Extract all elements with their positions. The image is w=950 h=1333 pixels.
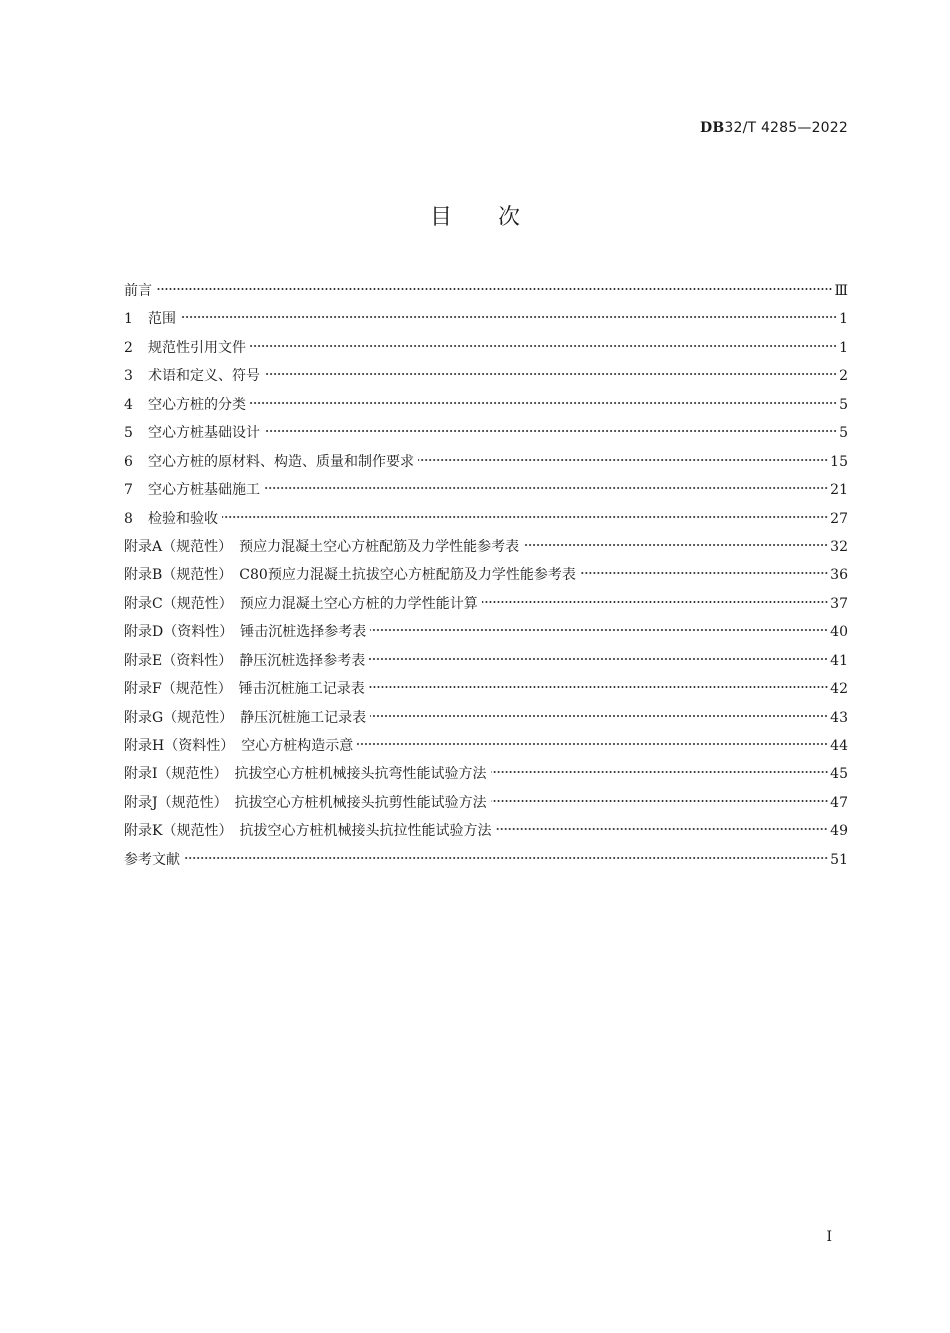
toc-entry[interactable]	[124, 821, 848, 849]
toc-entry-page: 1	[839, 339, 848, 356]
toc-entry[interactable]	[124, 537, 848, 565]
toc-entry-page: 32	[830, 538, 848, 555]
toc-entry-number: 8	[124, 510, 133, 527]
toc-entry-page: 44	[830, 738, 848, 754]
toc-dot-leader	[370, 710, 828, 722]
toc-dot-leader	[250, 340, 837, 352]
toc-entry-page: 45	[830, 766, 848, 783]
table-of-contents	[124, 281, 848, 878]
toc-entry-page: 40	[830, 624, 848, 641]
toc-entry-page: 47	[830, 794, 848, 811]
toc-entry[interactable]	[124, 850, 848, 878]
toc-entry[interactable]	[124, 281, 848, 309]
toc-dot-leader	[482, 596, 828, 608]
toc-entry-title: 附录J（规范性） 抗拔空心方桩机械接头抗剪性能试验方法	[124, 794, 487, 811]
toc-entry-page: 36	[830, 567, 848, 584]
toc-entry[interactable]	[124, 679, 848, 707]
toc-entry-title: 附录G（规范性） 静压沉桩施工记录表	[124, 709, 367, 726]
toc-entry[interactable]	[124, 366, 848, 394]
toc-entry[interactable]	[124, 651, 848, 679]
toc-dot-leader	[264, 425, 837, 437]
toc-entry-page: Ⅲ	[834, 283, 848, 299]
toc-entry-number: 4	[124, 396, 133, 413]
toc-dot-leader	[370, 624, 828, 636]
toc-entry[interactable]	[124, 309, 848, 337]
toc-entry-title: 附录E（资料性） 静压沉桩选择参考表	[124, 652, 366, 669]
toc-entry-number: 2	[124, 339, 133, 356]
toc-dot-leader	[264, 368, 837, 380]
toc-entry-title: 附录A（规范性） 预应力混凝土空心方桩配筋及力学性能参考表	[124, 538, 520, 555]
toc-entry-title: 术语和定义、符号	[148, 368, 260, 385]
toc-dot-leader	[156, 283, 832, 295]
toc-dot-leader	[184, 852, 828, 864]
toc-entry[interactable]	[124, 594, 848, 622]
toc-entry-number: 1	[124, 311, 133, 328]
toc-entry[interactable]	[124, 793, 848, 821]
toc-dot-leader	[491, 766, 829, 778]
toc-dot-leader	[491, 795, 829, 807]
page-title: 目次	[429, 205, 566, 230]
toc-entry-title: 附录C（规范性） 预应力混凝土空心方桩的力学性能计算	[124, 595, 478, 612]
toc-entry-title: 附录F（规范性） 锤击沉桩施工记录表	[124, 681, 365, 698]
toc-entry-number: 3	[124, 368, 133, 385]
toc-entry-title: 范围	[148, 311, 176, 328]
toc-entry-page: 51	[830, 851, 848, 868]
toc-entry[interactable]	[124, 565, 848, 593]
toc-dot-leader	[495, 823, 828, 835]
toc-entry-page: 41	[830, 652, 848, 669]
toc-entry-title: 附录H（资料性） 空心方桩构造示意	[124, 738, 354, 754]
toc-dot-leader	[357, 738, 828, 750]
toc-entry-page: 15	[830, 453, 848, 470]
toc-entry[interactable]	[124, 452, 848, 480]
toc-entry[interactable]	[124, 736, 848, 764]
page-number: Ⅰ	[826, 1229, 832, 1245]
toc-entry-number: 5	[124, 425, 133, 442]
toc-entry-title: 空心方桩基础施工	[148, 482, 260, 499]
toc-entry-title: 规范性引用文件	[148, 339, 246, 356]
toc-entry-title: 附录D（资料性） 锤击沉桩选择参考表	[124, 624, 367, 641]
toc-entry-page: 49	[830, 823, 848, 840]
toc-dot-leader	[418, 454, 828, 466]
toc-entry-title: 空心方桩的原材料、构造、质量和制作要求	[148, 453, 414, 470]
standard-code-prefix: DB	[700, 120, 725, 136]
toc-entry-page: 5	[839, 396, 848, 413]
toc-entry-page: 1	[839, 311, 848, 328]
toc-entry-title: 附录I（规范性） 抗拔空心方桩机械接头抗弯性能试验方法	[124, 766, 487, 783]
toc-entry-page: 5	[839, 425, 848, 442]
toc-entry[interactable]	[124, 708, 848, 736]
standard-code-number: 32/T 4285—2022	[724, 120, 848, 136]
standard-code	[700, 120, 848, 136]
toc-dot-leader	[369, 681, 828, 693]
toc-dot-leader	[250, 397, 837, 409]
toc-entry[interactable]	[124, 622, 848, 650]
toc-entry[interactable]	[124, 423, 848, 451]
toc-entry-title: 参考文献	[124, 851, 180, 868]
toc-entry-page: 43	[830, 709, 848, 726]
toc-entry-page: 2	[839, 368, 848, 385]
toc-dot-leader	[264, 482, 828, 494]
toc-entry-title: 附录B（规范性） C80预应力混凝土抗拔空心方桩配筋及力学性能参考表	[124, 567, 576, 584]
toc-entry-page: 21	[830, 482, 848, 499]
toc-entry-page: 42	[830, 681, 848, 698]
toc-dot-leader	[369, 653, 828, 665]
toc-entry[interactable]	[124, 480, 848, 508]
toc-entry-number: 7	[124, 482, 133, 499]
toc-entry-title: 附录K（规范性） 抗拔空心方桩机械接头抗拉性能试验方法	[124, 823, 492, 840]
toc-entry-title: 空心方桩的分类	[148, 396, 246, 413]
toc-entry-title: 空心方桩基础设计	[148, 425, 260, 442]
toc-entry[interactable]	[124, 509, 848, 537]
toc-entry-title: 检验和验收	[148, 510, 218, 527]
toc-entry[interactable]	[124, 338, 848, 366]
toc-entry-number: 6	[124, 453, 133, 470]
toc-entry-title: 前言	[124, 283, 152, 299]
toc-dot-leader	[222, 511, 828, 523]
toc-dot-leader	[180, 311, 837, 323]
toc-entry[interactable]	[124, 395, 848, 423]
toc-entry[interactable]	[124, 764, 848, 792]
toc-dot-leader	[523, 539, 828, 551]
toc-entry-page: 27	[830, 510, 848, 527]
toc-entry-page: 37	[830, 595, 848, 612]
toc-dot-leader	[580, 567, 828, 579]
